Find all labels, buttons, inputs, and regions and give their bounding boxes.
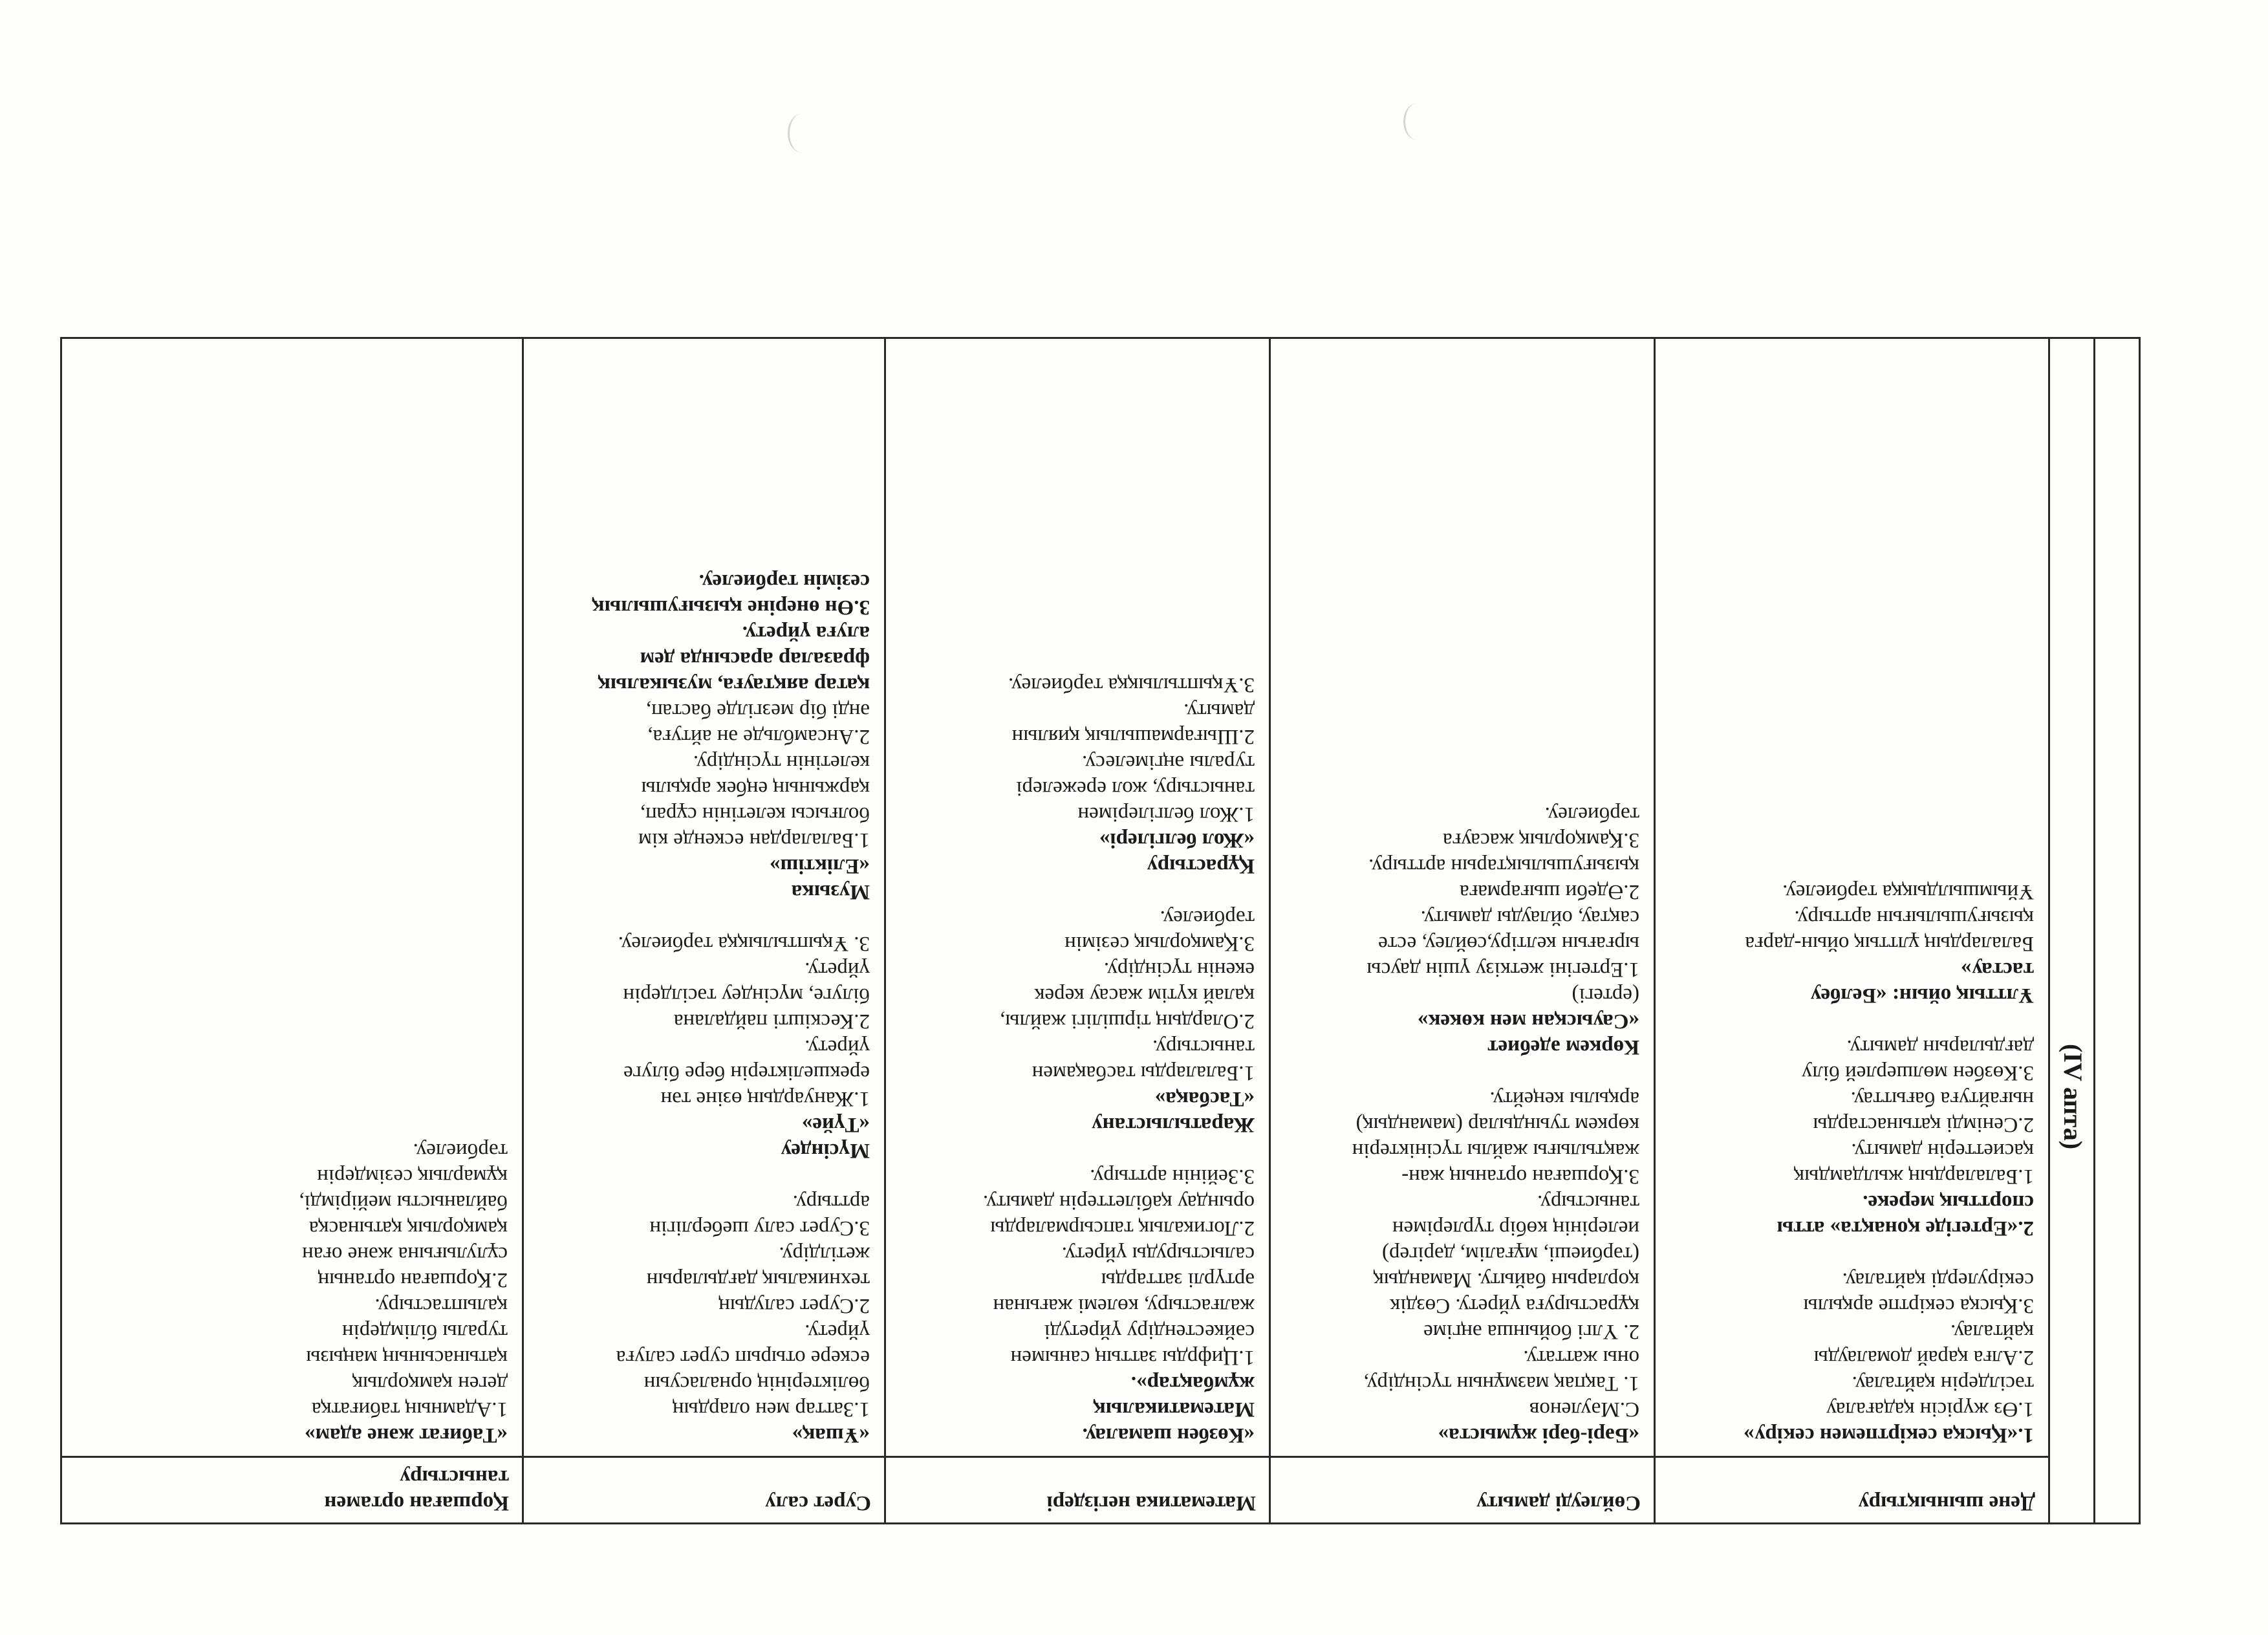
text-line: әртүрлі заттарды [1101,1268,1255,1292]
text-line: сұлулығына және оған [302,1242,508,1266]
topic-heading: «Бәрі-бәрі жұмыста» [1438,1424,1639,1447]
text-line [538,1164,870,1189]
text-line: 2.Шығармашылық қиялын [1011,725,1255,748]
text-line: екенін түсіндіру. [1103,958,1255,981]
text-line: 2.Сенімді қатынастарды [1813,1113,2034,1136]
topic-heading: сезімін тәрбиелеу. [698,570,870,593]
text-line [900,1138,1255,1164]
text-line: қорларын байыту. Мамандық [1373,1268,1639,1292]
content-physical-education [1655,338,2049,1457]
text-line: орындау қабілеттерін дамыту. [982,1191,1255,1214]
header-text: Сурет салу [765,1491,871,1515]
topic-heading: Құрастыру [1147,854,1255,878]
text-line: 1.Балаларды тасбақамен [1031,1061,1255,1085]
text-line: болғысы келетінін сұрап, [640,803,870,826]
text-line: секірулерді қайталау. [1842,1268,2034,1292]
topic-heading: «Жол белгілері» [1099,828,1255,852]
text-line: 2.Сурет салудың [718,1294,870,1317]
content-row [61,338,2140,1457]
text-line: 1.Жануардың өзіне тән [660,1087,870,1110]
text-line: тәрбиелеу. [1160,906,1255,929]
text-line: деген қамқорлық [352,1372,508,1395]
header-drawing [523,1457,885,1524]
topic-heading: Ұлттық ойын: «Белбеу [1810,984,2034,1007]
topic-heading: «Ұшақ» [792,1424,870,1447]
text-line: 1.Жол белгілерімен [1077,803,1255,826]
topic-heading: «Табиғат және адам» [305,1424,508,1447]
text-line: нығайтуға бағыттау. [1850,1087,2034,1110]
text-line: келетінін түсіндіру. [693,751,870,774]
text-line: тәсілдерін қайталау. [1852,1372,2034,1395]
text-line: (тәрбиеші, мұғалім, дәрігер) [1382,1242,1639,1266]
text-line: тәрбиелеу. [1544,803,1639,826]
text-line: қамқорлық қатынасқа [308,1217,508,1240]
text-line [1285,1060,1639,1086]
header-text: Математика негіздері [1046,1491,1256,1515]
text-line: сәйкестендіру үйретуді [1044,1320,1255,1343]
text-line: 1.Балалардың жылдамдық [1794,1165,2034,1188]
text-line: білуге, мүсіндеу тәсілдерін [623,984,870,1007]
text-line: үйрету. [805,1035,870,1059]
text-line [538,905,870,931]
text-line: 1.Цифрды заттың санымен [1010,1346,1255,1369]
text-line: 2.Логикалық тапсырмаларды [990,1217,1255,1240]
content-environment [61,338,523,1457]
text-line: 3.Қамқорлық жасауға [1443,828,1639,852]
text-line: туралы әңгімелесу. [1082,751,1255,774]
text-line: жетілдіру. [779,1242,870,1266]
week-column [2049,338,2095,1524]
topic-heading: 3.Өн өнеріне қызығушылық [592,596,870,619]
text-line: қызығушылықтарын арттыру. [1368,854,1639,878]
header-speech-development [1270,1457,1655,1524]
topic-heading: тастау» [1960,958,2034,981]
text-line: 3.Зейінін арттыру. [1090,1165,1255,1188]
topic-heading: Музыка [791,880,870,904]
text-line [900,879,1255,905]
text-line: оны жаттату. [1523,1346,1639,1369]
text-line: 3.Қысқа секіртпе арқылы [1803,1294,2034,1317]
topic-heading: фразалар арасында дем [640,647,870,671]
text-line: әнді бір мезгілде бастап, [645,699,870,722]
header-physical-education [1655,1457,2049,1524]
text-line: 3. Ұқыптылыққа тәрбиелеу. [618,932,870,955]
text-line: таныстыру. [1152,1035,1255,1059]
text-line: бөліктерінің орналасуын [643,1372,870,1395]
text-line: 1.Балалардан ескенде кім [638,828,870,852]
text-line: үйрету. [805,958,870,981]
text-line: үйрету. [805,1320,870,1343]
text-line: 2. Үлгі бойынша әңгіме [1423,1320,1639,1343]
text-line: қалыптастыру. [374,1294,508,1317]
empty-margin-column [2095,338,2140,1524]
text-line: ерекшеліктерін бере білуге [623,1061,870,1085]
header-math-basics [885,1457,1270,1524]
text-line: 2.Қоршаған ортаның [318,1268,508,1292]
text-line: арттыру. [792,1191,870,1214]
header-text: таныстыру [400,1466,509,1489]
text-line: туралы білімдерін [341,1320,508,1343]
topic-heading: Көркем әдебиет [1487,1035,1639,1059]
text-line [1670,1008,2034,1034]
text-line: 2.Ансамбльде ән айтуға, [647,725,870,748]
header-text: Қоршаған ортамен [324,1491,509,1515]
text-line: тәрбиелеу. [413,1139,508,1162]
text-line: иелерінің көбір түрлерімен [1392,1217,1639,1240]
topic-heading: «Түйе» [801,1113,870,1136]
header-environment [61,1457,523,1524]
text-line: 3.Ұқыптылыққа тәрбиелеу. [1008,673,1255,697]
topic-heading: «Көзбен шамалау. [1082,1424,1255,1447]
text-line: құрастыруға үйрету. Сөздік [1390,1294,1639,1317]
header-row [61,1457,2140,1524]
topic-heading: спорттық мереке. [1863,1191,2034,1214]
text-line: арқылы кеңейту. [1489,1087,1639,1110]
text-line: қаржының еңбек арқылы [641,777,870,800]
text-line: көркем туындылар (мамандық) [1355,1113,1639,1136]
text-line: (ертегі) [1571,984,1639,1007]
topic-heading: қатар аяқтауға, музыкалық [598,673,870,697]
text-line: қалай күтім жасау керек [1034,984,1255,1007]
text-line: дағдыларын дамыту. [1846,1035,2034,1059]
text-line: С.Мәуленов [1529,1398,1639,1421]
text-line: 3.Қамқорлық сезімін [1064,932,1255,955]
header-text: Дене шынықтыру [1858,1491,2035,1515]
topic-heading: «Сауысқан мен көкек» [1417,1010,1639,1033]
text-line [1670,1241,2034,1267]
header-text: Сөйлеуді дамыту [1476,1491,1641,1515]
text-line: жақтылығы жайлы түсініктерін [1352,1139,1639,1162]
topic-heading: алуға үйрету. [742,622,870,645]
text-line: жалғастыру, көлемі жағынан [993,1294,1255,1317]
text-line: байланысты мейірімді, [299,1191,508,1214]
content-math-basics [885,338,1270,1457]
text-line: техникалық дағдыларын [646,1268,870,1292]
topic-heading: Мүсіндеу [781,1139,870,1162]
topic-heading: 1.«Қысқа секіртпемен секіру» [1743,1424,2034,1447]
text-line: қатынасының маңызы [306,1346,508,1369]
text-line: ескере отырып сурет салуға [616,1346,870,1369]
text-line: дамыту. [1183,699,1255,722]
text-line: 1.Ертегіні жеткізу үшін даусы [1366,958,1639,981]
topic-heading: жұмбақтар». [1130,1372,1255,1395]
topic-heading: 2.«Ертегіде қонақта» атты [1777,1217,2034,1240]
text-line: 1.Заттар мен олардың [672,1398,870,1421]
text-line: қасиеттерін дамыту. [1851,1139,2034,1162]
topic-heading: «Тасбақа» [1154,1087,1255,1110]
text-line: 1. Тақпақ мазмұнын түсіндіру, [1363,1372,1639,1395]
topic-heading: Жаратылыстану [1092,1113,1255,1136]
text-line: құмарлық сезімдерін [317,1165,508,1188]
text-line: Балалардың ұлттық ойын-дарға [1745,932,2034,955]
lesson-plan-table [60,337,2141,1524]
topic-heading: «Еліктіш» [770,854,870,878]
text-line: 2.Әдеби шығармаға [1460,880,1639,904]
text-line: 1.Адамның табиғатқа [312,1398,508,1421]
text-line: 2.Кескішті пайдалана [673,1010,870,1033]
text-line: 2.Алға қарай домалауды [1813,1346,2034,1369]
text-line: салыстыруды үйрету. [1061,1242,1255,1266]
text-line: 3.Көзбен мөлшерлей білу [1801,1061,2034,1085]
text-line: қызығушылығын арттыру. [1794,906,2034,929]
text-line: таныстыру. [1537,1191,1639,1214]
text-line: 1.Өз жүрісін қадағалау [1826,1398,2034,1421]
text-line: сақтау, ойлауды дамыту. [1420,906,1639,929]
text-line: Ұйымшылдыққа тәрбиелеу. [1782,880,2034,904]
text-line: 3.Сурет салу шеберлігін [649,1217,870,1240]
topic-heading: Математикалық [1093,1398,1255,1421]
text-line: 2.Олардың тіршілігі жайлы, [1000,1010,1255,1033]
week-label: (IV апта) [2058,1044,2088,1150]
content-drawing [523,338,885,1457]
text-line: 3.Қоршаған ортаның жан- [1401,1165,1639,1188]
content-speech-development [1270,338,1655,1457]
text-line: ырғағын келтіру,сөйлеу, есте [1378,932,1639,955]
text-line: таныстыру, жол ережелері [1016,777,1255,800]
text-line: қайталау. [1950,1320,2034,1343]
